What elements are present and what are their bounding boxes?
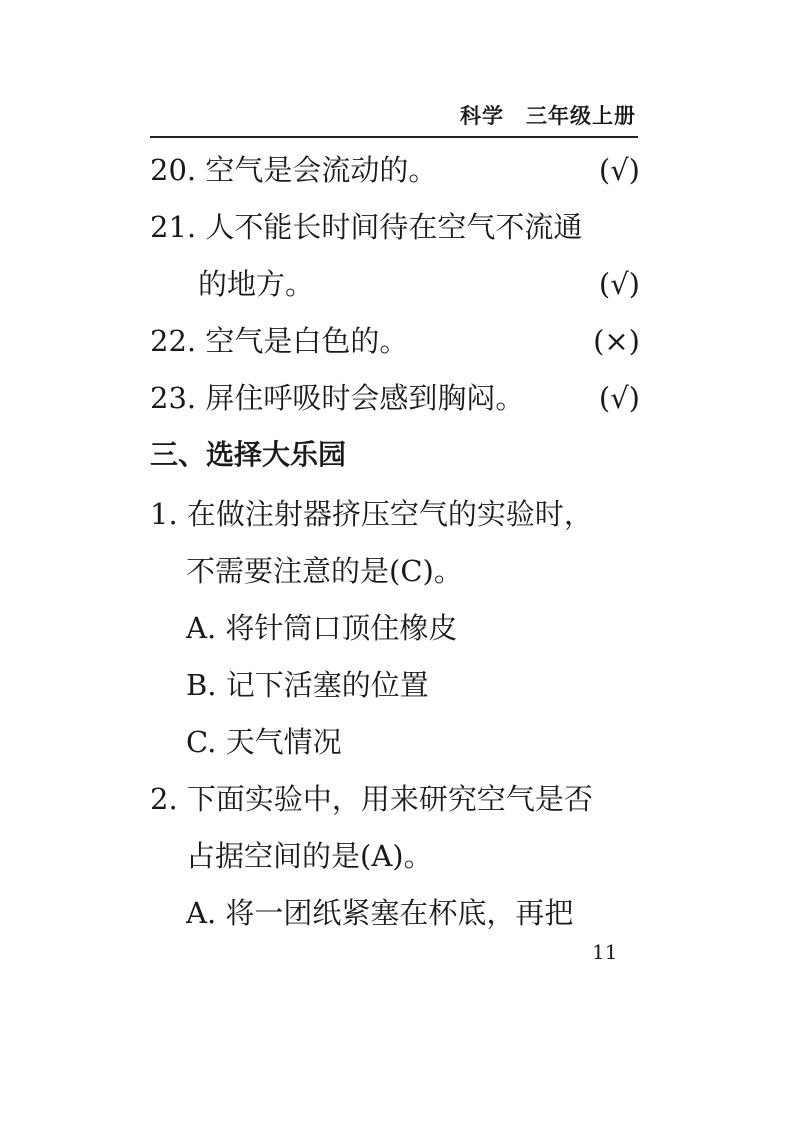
item-text-continued: 的地方。 bbox=[198, 267, 315, 301]
choice-question-2-continued: 占据空间的是(A)。 bbox=[186, 839, 433, 873]
true-false-item-20 bbox=[150, 146, 640, 194]
true-false-item-22 bbox=[150, 317, 640, 365]
page-header bbox=[150, 96, 638, 138]
header-title: 科学 三年级上册 bbox=[460, 104, 636, 128]
choice-question-2: 2. 下面实验中，用来研究空气是否 bbox=[150, 782, 593, 816]
section-title: 三、选择大乐园 bbox=[150, 438, 347, 471]
answer-mark: (√) bbox=[598, 153, 640, 187]
option-b: B. 记下活塞的位置 bbox=[186, 668, 429, 702]
true-false-item-21-continued bbox=[198, 260, 640, 308]
answer-mark: (×) bbox=[593, 324, 640, 358]
choice-question-1-continued: 不需要注意的是(C)。 bbox=[186, 554, 463, 588]
page-number: 11 bbox=[592, 940, 618, 964]
true-false-item-21 bbox=[150, 203, 640, 251]
answer-mark: (√) bbox=[598, 267, 640, 301]
item-text: 20. 空气是会流动的。 bbox=[150, 153, 438, 187]
option-a: A. 将针筒口顶住橡皮 bbox=[186, 611, 458, 645]
option-c: C. 天气情况 bbox=[186, 725, 342, 759]
item-text: 23. 屏住呼吸时会感到胸闷。 bbox=[150, 381, 525, 415]
answer-mark: (√) bbox=[598, 381, 640, 415]
item-text: 21. 人不能长时间待在空气不流通 bbox=[150, 210, 583, 244]
true-false-item-23 bbox=[150, 374, 640, 422]
option-a: A. 将一团纸紧塞在杯底，再把 bbox=[186, 896, 574, 930]
item-text: 22. 空气是白色的。 bbox=[150, 324, 409, 358]
choice-question-1: 1. 在做注射器挤压空气的实验时， bbox=[150, 497, 593, 531]
